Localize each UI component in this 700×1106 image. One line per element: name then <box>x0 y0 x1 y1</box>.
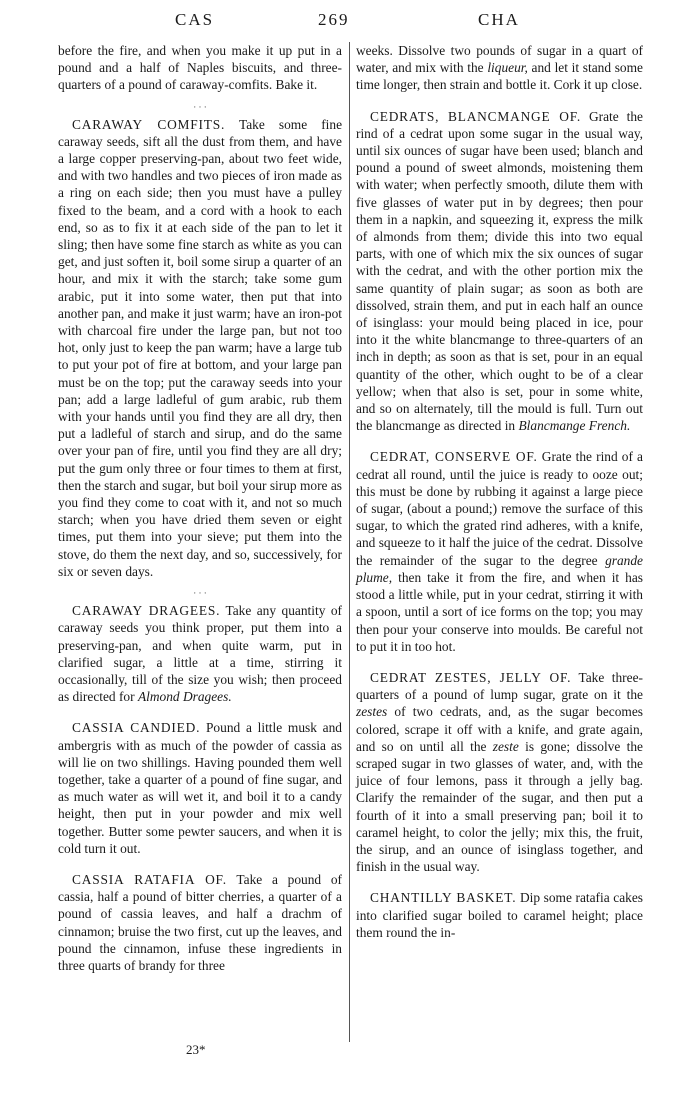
entry-body: Dip some ratafia cakes into clarified sugar boiled to caramel height; place them round the in- <box>356 890 643 940</box>
entry-cassia-candied <box>58 719 342 857</box>
entry-body-continued: is gone; dissolve the scraped sugar in two glasses of water, and, with the juice of four lemons, pass it through a jelly bag. Clarify the remainder of the sugar, and then put a fourth of it into a small preserving pan; boil it to caramel height, to color the jelly; mix this, the fruit, the sirup, and an ounce of isinglass together, and finish in the usual way. <box>356 738 643 875</box>
entry-cedrat-zestes-jelly <box>356 669 643 875</box>
entry-title: CEDRATS, BLANCMANGE OF. <box>370 108 582 124</box>
page-number: 269 <box>318 10 350 29</box>
entry-chantilly-basket <box>356 889 643 941</box>
entry-body: Grate the rind of a cedrat all round, until the juice is ready to ooze out; this must be done by rubbing it against a large piece of sugar, (about a pound;) remove the surface of this sugar, to which the grated rind adheres, with a knife, and squeeze to it half the juice of the cedrat. Dissolve the remainder of the sugar to the degree <box>356 449 643 568</box>
entry-title: CASSIA RATAFIA OF. <box>72 871 227 887</box>
column-divider <box>349 42 350 1042</box>
entry-title: CEDRAT, CONSERVE OF. <box>370 449 538 465</box>
italic-term: grande plume, <box>356 552 643 585</box>
cross-reference: Blancmange French. <box>518 418 631 434</box>
italic-term: zeste <box>492 738 519 754</box>
entry-body: Grate the rind of a cedrat upon some sugar in the usual way, until six ounces of sugar have been used; blanch and pound a pound of sweet almonds, moistening them with water; when perfectly smooth, dilute them with five glasses of water put in by degrees; then pour them in a napkin, and squeezing it, express the milk of almonds from them; divide this into two equal parts, with one of which mix the six ounces of sugar with the cedrat, and with the other portion mix the same quantity of plain sugar; as soon as both are dissolved, strain them, and put in each half an ounce of isinglass: your mould being placed in ice, pour into it the white blancmange to three-quarters of an inch in depth; as soon as that is set, pour in an equal quantity of the other, which ought to be of a clear yellow; when that also is set, pour in some white, and so on alternately, till the mould is full. Turn out the blancmange as directed in <box>356 108 643 434</box>
entry-title: CEDRAT ZESTES, JELLY OF. <box>370 669 572 685</box>
entry-body: Take any quantity of caraway seeds you think proper, put them into a preserving-pan, and when quite warm, put in clarified sugar, a little at a time, stirring it occasionally, till of the size you wish; then proceed as directed for <box>58 603 342 705</box>
entry-title: CARAWAY DRAGEES. <box>72 603 221 619</box>
entry-body: Take a pound of cassia, half a pound of bitter cherries, a quarter of a pound of cassia leaves, and half a drachm of cinnamon; bruise the two first, cut up the leaves, and pound the cinnamon, infuse these ingredients in three quarts of brandy for three <box>58 871 342 973</box>
italic-term: zestes <box>356 704 388 720</box>
entry-body-middle: of two cedrats, and, as the sugar becomes colored, scrape it off with a knife, and grate again, and so on until all the <box>356 704 643 754</box>
header-right-guide-word: CHA <box>478 10 520 29</box>
entry-caraway-comfits <box>58 116 342 580</box>
italic-term: liqueur, <box>487 60 528 76</box>
continued-text-end: and let it stand some time longer, then strain and bottle it. Cork it up close. <box>356 60 643 93</box>
left-column <box>58 42 342 982</box>
section-ornament: · · · <box>193 588 207 599</box>
entry-body: Take some fine caraway seeds, sift all the dust from them, and have a large copper preserving-pan, about two feet wide, and with two handles and two pieces of iron made as a ring on each side; then you must have a pulley fixed to the beam, and a cord with a hook to each end, so as to fix it at each side of the pan to let it sling; then have some fine starch as white as you can get, and just soften it, boil some sirup a quarter of an hour, and mix it with the starch; take some gum arabic, put it into some water, then put that into another pan, and make it just warm; have an iron-pot with charcoal fire under the large pan, but not too hot, only just to keep the pan warm; have a large tub to put your pot of fire at bottom, and your large pan must be on the top; put the caraway seeds into your pan; add a large ladleful of gum arabic, rub them with your hands until you find they are all dry, then put a ladleful of starch and sirup, and do the same over your pan of fire, until you find they are all dry; put the gum only three or four times to them at first, then the starch and sugar, but boil your sirup more as you find they come to coat with it, and not so much starch; when you have dried them seven or eight times, put them into your sieve; put them into the stove, do them the next day, and so, successively, for six or seven days. <box>58 116 343 579</box>
entry-title: CASSIA CANDIED. <box>72 720 201 736</box>
entry-title: CARAWAY COMFITS. <box>72 116 226 132</box>
section-ornament: · · · <box>193 101 207 112</box>
continued-text <box>356 42 643 94</box>
header-left-guide-word: CAS <box>175 10 215 29</box>
entry-body: Pound a little musk and ambergris with as much of the powder of cassia as will lie on two shillings. Having pounded them well together, take a quarter of a pound of fine sugar, and as much water as will wet it, and boil it to a candy height, then put in your powder and mix well together. Butter some pewter saucers, and when it is cold turn it out. <box>58 720 342 856</box>
entry-body: Take three-quarters of a pound of lump sugar, grate on it the <box>356 669 643 703</box>
signature-mark: 23* <box>186 1042 206 1057</box>
entry-title: CHANTILLY BASKET. <box>370 890 517 906</box>
entry-caraway-dragees <box>58 602 342 705</box>
entry-cedrat-conserve <box>356 448 643 654</box>
entry-body-continued: then take it from the fire, and when it has stood a little while, put in your cedrat, stirring it with a spoon, until a sort of ice forms on the top; you may then pour your conserve into moulds. Be careful not to put it in too hot. <box>356 569 644 654</box>
cross-reference: Almond Dragees. <box>137 689 232 705</box>
entry-cassia-ratafia <box>58 871 342 974</box>
continued-text: before the fire, and when you make it up put in a pound and a half of Naples biscuits, and three-quarters of a pound of caraway-comfits. Bake it. <box>58 43 342 93</box>
right-column <box>356 42 643 949</box>
running-header <box>0 6 700 34</box>
continued-text-start: weeks. Dissolve two pounds of sugar in a quart of water, and mix with the <box>356 43 643 76</box>
entry-cedrats-blancmange <box>356 108 643 435</box>
